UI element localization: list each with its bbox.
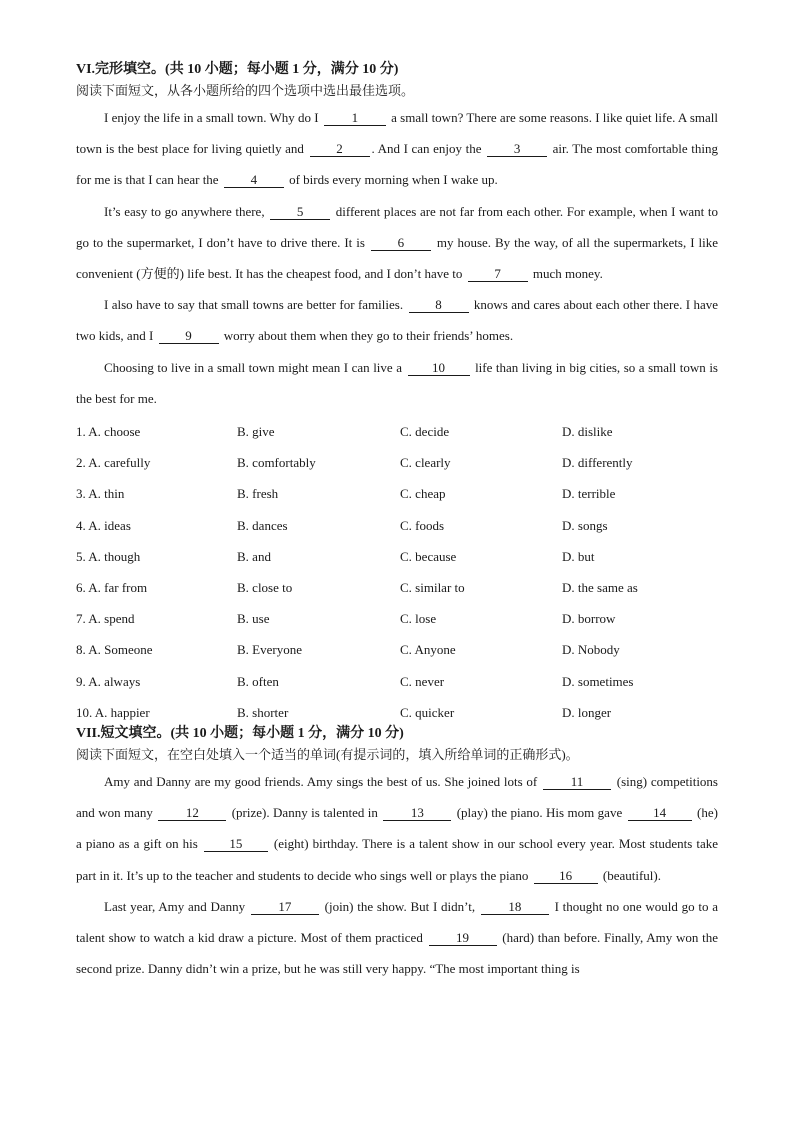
- section-7-instruction: 阅读下面短文，在空白处填入一个适当的单词(有提示词的，填入所给单词的正确形式)。: [76, 746, 579, 762]
- option-d[interactable]: D. dislike: [562, 424, 613, 440]
- blank-7[interactable]: 7: [468, 266, 528, 282]
- option-a[interactable]: 9. A. always: [76, 673, 141, 689]
- option-c[interactable]: C. foods: [400, 517, 445, 533]
- option-c[interactable]: C. because: [400, 548, 457, 564]
- option-a[interactable]: 3. A. thin: [76, 486, 125, 502]
- option-d[interactable]: D. the same as: [562, 579, 638, 595]
- option-a[interactable]: 6. A. far from: [76, 579, 148, 595]
- blank-1[interactable]: 1: [324, 110, 386, 126]
- option-d[interactable]: D. Nobody: [562, 642, 620, 658]
- blank-9[interactable]: 9: [159, 328, 219, 344]
- blank-18[interactable]: 18: [481, 899, 549, 915]
- section-6-heading: VI.完形填空。(共 10 小题；每小题 1 分，满分 10 分): [76, 62, 399, 77]
- option-row: [76, 541, 718, 572]
- option-c[interactable]: C. clearly: [400, 455, 451, 471]
- option-a[interactable]: 10. A. happier: [76, 704, 150, 720]
- blank-10[interactable]: 10: [408, 360, 470, 376]
- option-b[interactable]: B. give: [237, 424, 275, 440]
- blank-3[interactable]: 3: [487, 141, 547, 157]
- blank-17[interactable]: 17: [251, 899, 319, 915]
- option-c[interactable]: C. lose: [400, 611, 437, 627]
- option-b[interactable]: B. use: [237, 611, 270, 627]
- blank-8[interactable]: 8: [409, 297, 469, 313]
- fill-paragraph-2: Last year, Amy and Danny 17 (join) the show. But I didn’t, 18 I thought no one would go to a talent show to watch a kid draw a picture. Most of them practiced 19 (hard) than before. Finally, Amy won the second prize. Danny didn’t win a prize, but he was still very happy. “The most important thing is: [76, 898, 718, 977]
- option-c[interactable]: C. quicker: [400, 704, 455, 720]
- cloze-paragraph-3: I also have to say that small towns are better for families. 8 knows and cares about each other there. I have two kids, and I 9 worry about them when they go to their friends’ homes.: [76, 297, 719, 344]
- blank-5[interactable]: 5: [270, 204, 330, 220]
- option-d[interactable]: D. longer: [562, 704, 612, 720]
- section-7-heading: VII.短文填空。(共 10 小题；每小题 1 分，满分 10 分): [76, 725, 404, 741]
- option-row: [76, 666, 718, 697]
- blank-4[interactable]: 4: [224, 172, 284, 188]
- option-d[interactable]: D. borrow: [562, 611, 616, 627]
- option-row: [76, 603, 718, 634]
- option-row: [76, 572, 718, 603]
- option-row: [76, 478, 718, 509]
- option-a[interactable]: 5. A. though: [76, 548, 141, 564]
- option-b[interactable]: B. shorter: [237, 704, 289, 720]
- blank-2[interactable]: 2: [310, 141, 370, 157]
- blank-14[interactable]: 14: [628, 805, 692, 821]
- cloze-paragraph-1: I enjoy the life in a small town. Why do I 1 a small town? There are some reasons. I like quiet life. A small town is the best place for living quietly and 2 . And I can enjoy the 3 air. The most comfortable thing for me is that I can hear the 4 of birds every morning when I wake up.: [76, 110, 719, 188]
- cloze-options: [76, 416, 718, 728]
- blank-19[interactable]: 19: [429, 930, 497, 946]
- option-b[interactable]: B. often: [237, 673, 279, 689]
- section-6-instruction: 阅读下面短文，从各小题所给的四个选项中选出最佳选项。: [76, 83, 415, 98]
- option-a[interactable]: 4. A. ideas: [76, 517, 131, 533]
- option-b[interactable]: B. close to: [237, 579, 293, 595]
- option-a[interactable]: 2. A. carefully: [76, 455, 151, 471]
- blank-15[interactable]: 15: [204, 836, 268, 852]
- option-d[interactable]: D. terrible: [562, 486, 616, 502]
- option-a[interactable]: 8. A. Someone: [76, 642, 153, 658]
- fill-paragraph-1: Amy and Danny are my good friends. Amy sings the best of us. She joined lots of 11 (sing) competitions and won many 12 (prize). Danny is talented in 13 (play) the piano. His mom gave 14 (he) a piano as a gift on his 15 (eight) birthday. There is a talent show in our school every year. Most students take part in it. It’s up to the teacher and students to decide who sings well or plays the piano 16 (beautiful).: [76, 773, 718, 883]
- cloze-paragraph-2: It’s easy to go anywhere there, 5 different places are not far from each other. For example, when I want to go to the supermarket, I don’t have to drive there. It is 6 my house. By the way, of all the supermarkets, I like convenient (方便的) life best. It has the cheapest food, and I don’t have to 7 much money.: [76, 203, 718, 282]
- option-c[interactable]: C. similar to: [400, 579, 465, 595]
- option-a[interactable]: 1. A. choose: [76, 424, 141, 440]
- blank-16[interactable]: 16: [534, 868, 598, 884]
- option-b[interactable]: B. fresh: [237, 486, 279, 502]
- option-row: [76, 447, 718, 478]
- option-row: [76, 510, 718, 541]
- option-b[interactable]: B. Everyone: [237, 642, 302, 658]
- blank-11[interactable]: 11: [543, 774, 611, 790]
- option-c[interactable]: C. cheap: [400, 486, 446, 502]
- option-row: [76, 416, 718, 447]
- option-row: [76, 634, 718, 665]
- cloze-paragraph-4: Choosing to live in a small town might mean I can live a 10 life than living in big cities, so a small town is the best for me.: [76, 359, 718, 406]
- option-c[interactable]: C. never: [400, 673, 445, 689]
- exam-page: [76, 60, 718, 984]
- blank-13[interactable]: 13: [383, 805, 451, 821]
- blank-12[interactable]: 12: [158, 805, 226, 821]
- option-d[interactable]: D. but: [562, 548, 595, 564]
- option-b[interactable]: B. comfortably: [237, 455, 316, 471]
- option-d[interactable]: D. differently: [562, 455, 633, 471]
- option-c[interactable]: C. decide: [400, 424, 450, 440]
- option-a[interactable]: 7. A. spend: [76, 611, 135, 627]
- option-b[interactable]: B. dances: [237, 517, 288, 533]
- option-d[interactable]: D. sometimes: [562, 673, 634, 689]
- option-b[interactable]: B. and: [237, 548, 271, 564]
- blank-6[interactable]: 6: [371, 235, 431, 251]
- option-d[interactable]: D. songs: [562, 517, 608, 533]
- option-c[interactable]: C. Anyone: [400, 642, 456, 658]
